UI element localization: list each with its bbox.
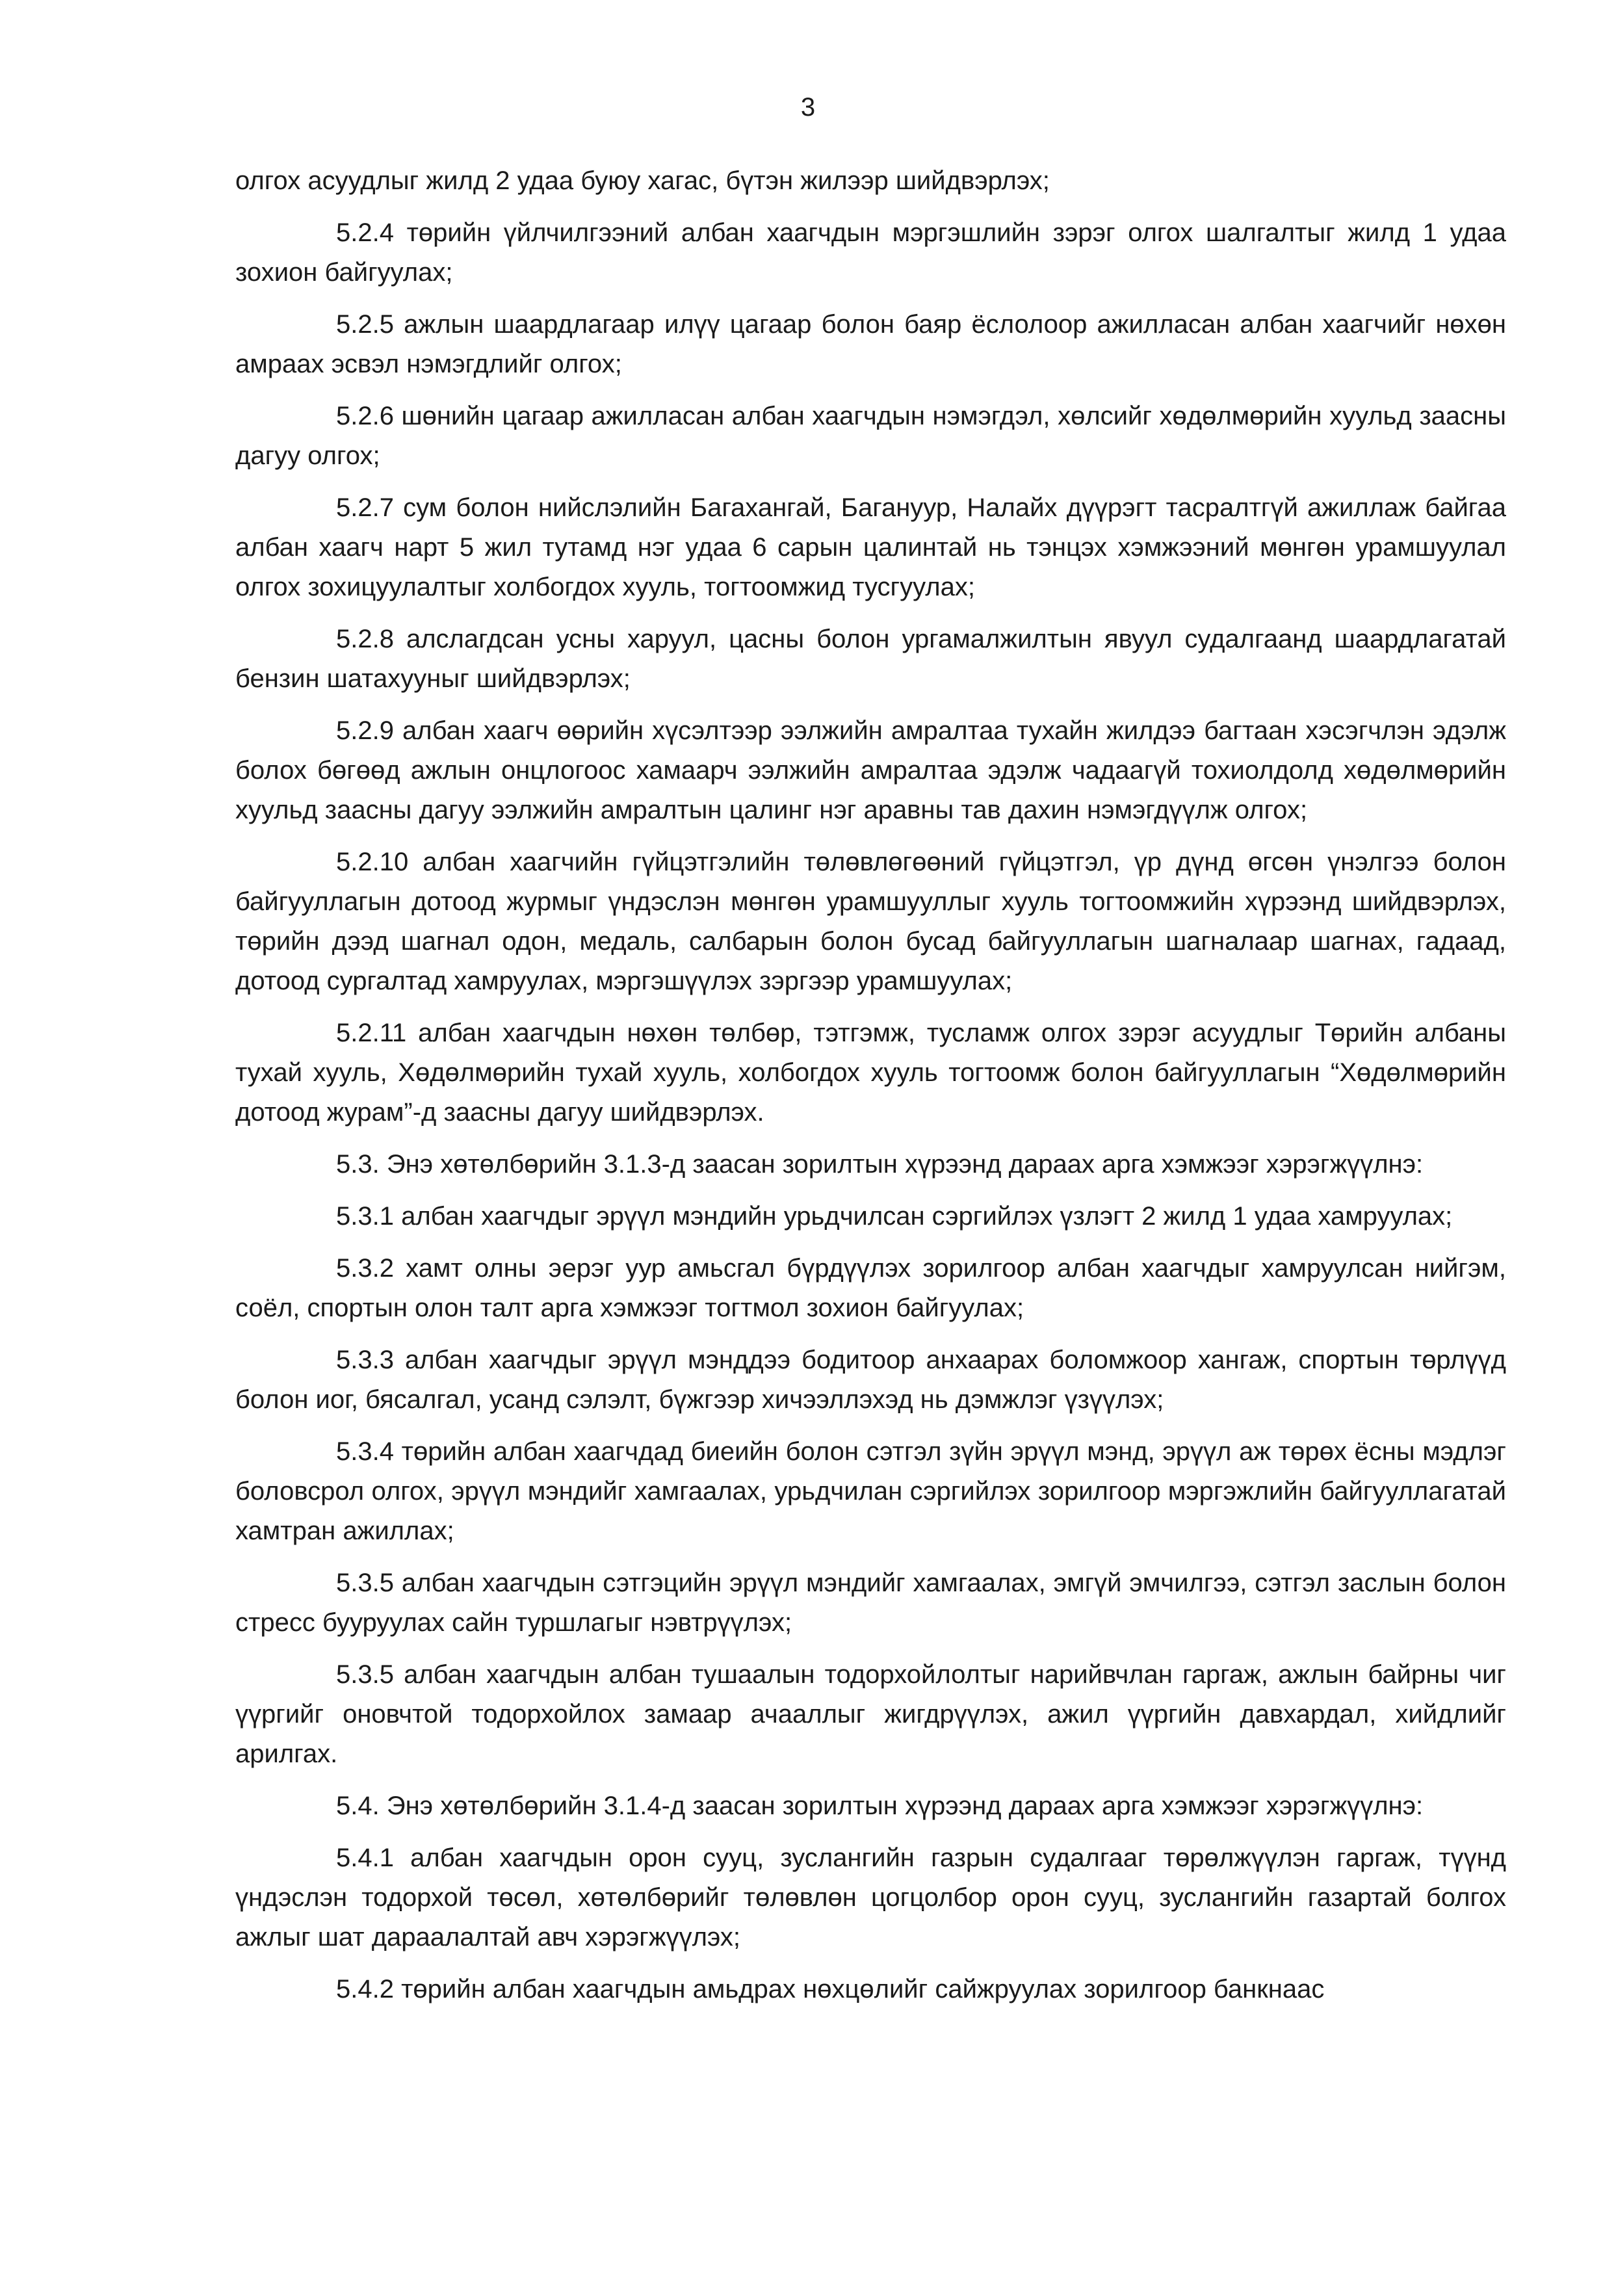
paragraph-5-2-4: 5.2.4 төрийн үйлчилгээний албан хаагчдын мэргэшлийн зэрэг олгох шалгалтыг жилд 1 удаа зохион байгуулах; — [235, 218, 1506, 287]
paragraph-5-2-5: 5.2.5 ажлын шаардлагаар илүү цагаар болон баяр ёслолоор ажилласан албан хаагчийг нөхөн амраах эсвэл нэмэгдлийг олгох; — [235, 310, 1506, 378]
paragraph-5-3-4: 5.3.4 төрийн албан хаагчдад биеийн болон сэтгэл зүйн эрүүл мэнд, эрүүл аж төрөх ёсны мэдлэг боловсрол олгох, эрүүл мэндийг хамгаалах, урьдчилан сэргийлэх зорилгоор мэргэжлийн байгууллагатай хамтран ажиллах; — [235, 1437, 1506, 1545]
paragraph-5-4-2: 5.4.2 төрийн албан хаагчдын амьдрах нөхцөлийг сайжруулах зорилгоор банкнаас — [336, 1975, 1325, 2003]
paragraph-5-3-3: 5.3.3 албан хаагчдыг эрүүл мэнддээ бодитоор анхаарах боломжоор хангаж, спортын төрлүүд болон иог, бясалгал, усанд сэлэлт, бүжгээр хичээллэхэд нь дэмжлэг үзүүлэх; — [235, 1346, 1506, 1414]
paragraph-5-2-10: 5.2.10 албан хаагчийн гүйцэтгэлийн төлөвлөгөөний гүйцэтгэл, үр дүнд өгсөн үнэлгээ болон байгууллагын дотоод журмыг үндэслэн мөнгөн урамшууллыг хууль тогтоомжийн хүрээнд шийдвэрлэх, төрийн дээд шагнал одон, медаль, салбарын болон бусад байгууллагын шагналаар шагнах, гадаад, дотоод сургалтад хамруулах, мэргэшүүлэх зэргээр урамшуулах; — [235, 848, 1506, 995]
paragraph-5-2-7: 5.2.7 сум болон нийслэлийн Багахангай, Багануур, Налайх дүүрэгт тасралтгүй ажиллаж байгаа албан хаагч нарт 5 жил тутамд нэг удаа 6 сарын цалинтай нь тэнцэх хэмжээний мөнгөн урамшуулал олгох зохицуулалтыг холбогдох хууль, тогтоомжид тусгуулах; — [235, 493, 1506, 601]
paragraph-5-4-1: 5.4.1 албан хаагчдын орон сууц, зуслангийн газрын судалгааг төрөлжүүлэн гаргаж, түүнд үндэслэн тодорхой төсөл, хөтөлбөрийг төлөвлөн цогцолбор орон сууц, зуслангийн газартай болгох ажлыг шат дараалалтай авч хэрэгжүүлэх; — [235, 1844, 1506, 1951]
paragraph-5-2-11: 5.2.11 албан хаагчдын нөхөн төлбөр, тэтгэмж, тусламж олгох зэрэг асуудлыг Төрийн албаны тухай хууль, Хөдөлмөрийн тухай хууль, холбогдох хууль тогтоомж болон байгууллагын “Хөдөлмөрийн дотоод журам”-д заасны дагуу шийдвэрлэх. — [235, 1019, 1506, 1127]
paragraph-5-3: 5.3. Энэ хөтөлбөрийн 3.1.3-д заасан зорилтын хүрээнд дараах арга хэмжээг хэрэгжүүлнэ: — [336, 1150, 1424, 1179]
paragraph-5-2-6: 5.2.6 шөнийн цагаар ажилласан албан хаагчдын нэмэгдэл, хөлсийг хөдөлмөрийн хуульд заасны дагуу олгох; — [235, 402, 1506, 470]
document-body — [235, 161, 1506, 2022]
paragraph-5-3-2: 5.3.2 хамт олны эерэг уур амьсгал бүрдүүлэх зорилгоор албан хаагчдыг хамруулсан нийгэм, соёл, спортын олон талт арга хэмжээг тогтмол зохион байгуулах; — [235, 1254, 1506, 1322]
paragraph-5-3-5-a: 5.3.5 албан хаагчдын сэтгэцийн эрүүл мэндийг хамгаалах, эмгүй эмчилгээ, сэтгэл заслын болон стресс бууруулах сайн туршлагыг нэвтрүүлэх; — [235, 1569, 1506, 1637]
paragraph-5-3-1: 5.3.1 албан хаагчдыг эрүүл мэндийн урьдчилсан сэргийлэх үзлэгт 2 жилд 1 удаа хамруулах; — [336, 1202, 1453, 1231]
page-number: 3 — [800, 93, 816, 122]
paragraph-5-4: 5.4. Энэ хөтөлбөрийн 3.1.4-д заасан зорилтын хүрээнд дараах арга хэмжээг хэрэгжүүлнэ: — [336, 1792, 1424, 1820]
paragraph-5-3-5-b: 5.3.5 албан хаагчдын албан тушаалын тодорхойлолтыг нарийвчлан гаргаж, ажлын байрны чиг үүргийг оновчтой тодорхойлох замаар ачааллыг жигдрүүлэх, ажил үүргийн давхардал, хийдлийг арилгах. — [235, 1660, 1506, 1768]
paragraph-5-2-8: 5.2.8 алслагдсан усны харуул, цасны болон ургамалжилтын явуул судалгаанд шаардлагатай бензин шатахууныг шийдвэрлэх; — [235, 625, 1506, 693]
paragraph-continuation: олгох асуудлыг жилд 2 удаа буюу хагас, бүтэн жилээр шийдвэрлэх; — [235, 166, 1050, 195]
paragraph-5-2-9: 5.2.9 албан хаагч өөрийн хүсэлтээр ээлжийн амралтаа тухайн жилдээ багтаан хэсэгчлэн эдэлж болох бөгөөд ажлын онцлогоос хамаарч ээлжийн амралтаа эдэлж чадаагүй тохиолдолд хөдөлмөрийн хуульд заасны дагуу ээлжийн амралтын цалинг нэг аравны тав дахин нэмэгдүүлж олгох; — [235, 716, 1506, 824]
